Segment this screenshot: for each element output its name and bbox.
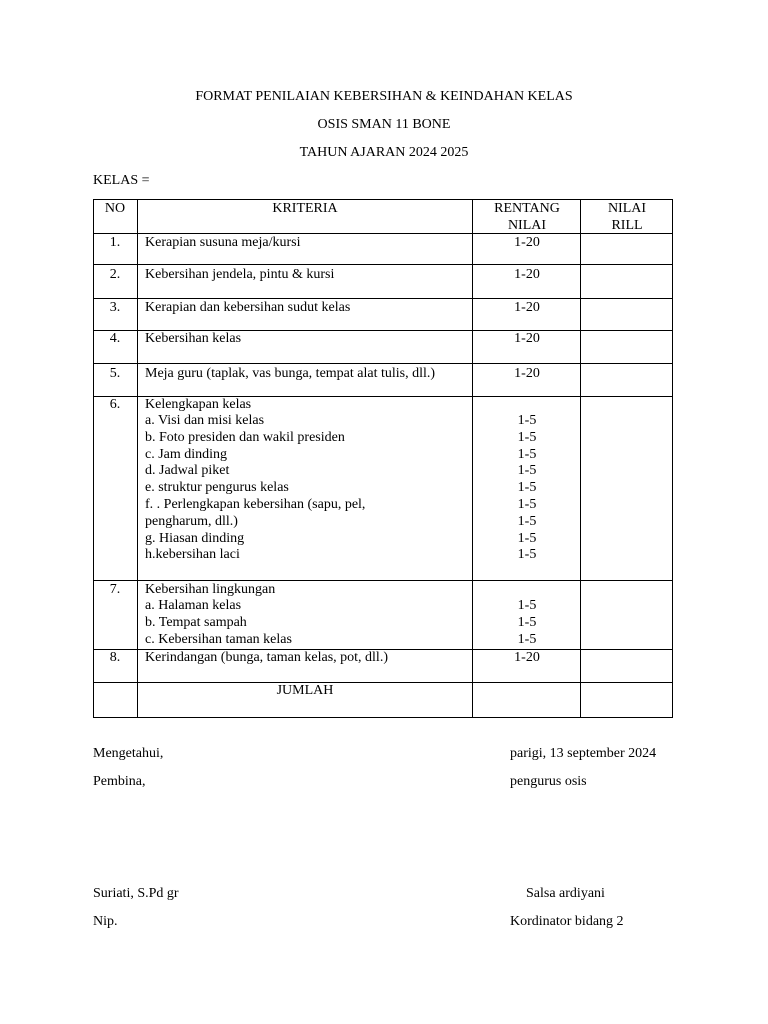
list-item: 1-5 [517, 413, 537, 428]
list-item: 1-5 [517, 547, 537, 563]
header-rentang: RENTANG NILAI [494, 201, 560, 233]
row-4-no: 4. [109, 331, 121, 346]
row-7-kriteria: Kebersihan lingkungan [145, 582, 276, 597]
place-date: parigi, 13 september 2024 [510, 746, 657, 761]
row-8-kriteria: Kerindangan (bunga, taman kelas, pot, dll.) [145, 650, 388, 665]
list-item: 1-5 [517, 513, 537, 529]
row-6-kriteria: Kelengkapan kelas [145, 397, 252, 412]
row-4-kriteria: Kebersihan kelas [145, 331, 242, 346]
row-5-no: 5. [109, 366, 121, 381]
row-4-rentang: 1-20 [514, 331, 540, 346]
list-item: b. Tempat sampah [145, 614, 247, 630]
list-item: e. struktur pengurus kelas [145, 480, 289, 496]
list-item: 1-5 [517, 614, 537, 630]
academic-year: TAHUN AJARAN 2024 2025 [299, 145, 469, 160]
header-kriteria: KRITERIA [272, 201, 338, 216]
row-6-no: 6. [109, 397, 121, 412]
assessment-table [93, 199, 673, 718]
row-5-rentang: 1-20 [514, 366, 540, 381]
row-6-values [473, 413, 581, 564]
list-item: h.kebersihan laci [145, 547, 240, 563]
list-item: b. Foto presiden dan wakil presiden [145, 429, 345, 445]
list-item: 1-5 [517, 446, 537, 462]
list-item: f. . Perlengkapan kebersihan (sapu, pel, [145, 496, 366, 512]
row-7-sub-items [145, 598, 475, 648]
pengurus-title: Kordinator bidang 2 [510, 914, 624, 929]
list-item: a. Halaman kelas [145, 598, 242, 613]
row-6-sub-items [145, 413, 475, 564]
row-3-rentang: 1-20 [514, 300, 540, 315]
row-8-rentang: 1-20 [514, 650, 540, 665]
list-item: g. Hiasan dinding [145, 530, 245, 546]
row-2-no: 2. [109, 267, 121, 282]
list-item: c. Kebersihan taman kelas [145, 631, 292, 647]
list-item: 1-5 [517, 496, 537, 512]
school-name: OSIS SMAN 11 BONE [317, 117, 451, 132]
list-item: 1-5 [517, 598, 537, 613]
list-item: c. Jam dinding [145, 446, 228, 462]
row-2-rentang: 1-20 [514, 267, 540, 282]
pengurus-label: pengurus osis [510, 774, 587, 789]
row-3-no: 3. [109, 300, 121, 315]
kelas-label: KELAS = [93, 173, 150, 188]
list-item: 1-5 [517, 463, 537, 479]
row-8-no: 8. [109, 650, 121, 665]
row-2-kriteria: Kebersihan jendela, pintu & kursi [145, 267, 335, 282]
pengurus-name: Salsa ardiyani [526, 886, 605, 901]
header-no: NO [104, 201, 126, 216]
pembina-name: Suriati, S.Pd gr [93, 886, 179, 901]
list-item: 1-5 [517, 429, 537, 445]
nip-label: Nip. [93, 914, 118, 929]
row-7-no: 7. [109, 582, 121, 597]
list-item: pengharum, dll.) [145, 513, 238, 529]
list-item: 1-5 [517, 631, 537, 647]
mengetahui-label: Mengetahui, [93, 746, 164, 761]
row-3-kriteria: Kerapian dan kebersihan sudut kelas [145, 300, 351, 315]
row-7-values [473, 598, 581, 648]
header-nilai-rill: NILAI RILL [607, 201, 647, 233]
jumlah-label: JUMLAH [276, 683, 334, 698]
list-item: d. Jadwal piket [145, 463, 230, 479]
list-item: 1-5 [517, 530, 537, 546]
row-1-no: 1. [109, 235, 121, 250]
list-item: a. Visi dan misi kelas [145, 413, 265, 428]
pembina-label: Pembina, [93, 774, 146, 789]
row-5-kriteria: Meja guru (taplak, vas bunga, tempat alat tulis, dll.) [145, 366, 436, 381]
row-1-kriteria: Kerapian susuna meja/kursi [145, 235, 301, 250]
document-title: FORMAT PENILAIAN KEBERSIHAN & KEINDAHAN KELAS [195, 89, 573, 104]
list-item: 1-5 [517, 480, 537, 496]
row-1-rentang: 1-20 [514, 235, 540, 250]
